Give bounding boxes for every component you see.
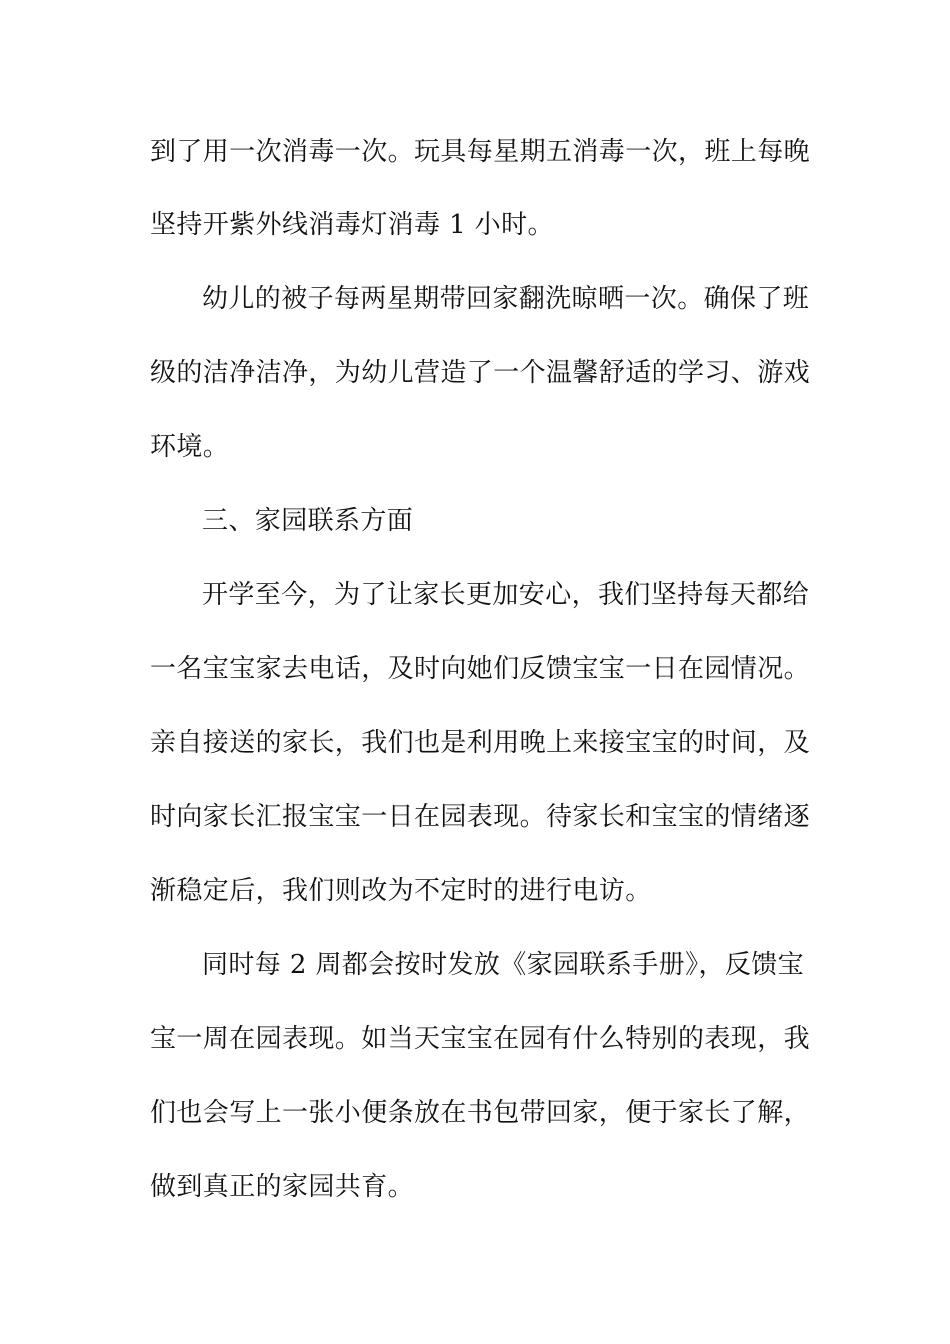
paragraph-start-line: 开学至今，为了让家长更加安心，我们坚持每天都给 bbox=[202, 580, 810, 610]
text-line: 渐稳定后，我们则改为不定时的进行电访。 bbox=[150, 876, 652, 906]
text-line: 环境。 bbox=[150, 432, 230, 462]
text-line: 坚持开紫外线消毒灯消毒 1 小时。 bbox=[150, 210, 554, 240]
text-line: 亲自接送的家长，我们也是利用晚上来接宝宝的时间，及 bbox=[150, 728, 811, 758]
text-line: 宝一周在园表现。如当天宝宝在园有什么特别的表现，我 bbox=[150, 1024, 811, 1054]
text-line: 级的洁净洁净，为幼儿营造了一个温馨舒适的学习、游戏 bbox=[150, 358, 811, 388]
text-line: 做到真正的家园共育。 bbox=[150, 1172, 415, 1202]
paragraph-start-line: 同时每 2 周都会按时发放《家园联系手册》，反馈宝 bbox=[202, 950, 805, 980]
text-line: 们也会写上一张小便条放在书包带回家，便于家长了解， bbox=[150, 1098, 811, 1128]
text-line: 到了用一次消毒一次。玩具每星期五消毒一次，班上每晚 bbox=[150, 137, 811, 167]
text-line: 时向家长汇报宝宝一日在园表现。待家长和宝宝的情绪逐 bbox=[150, 802, 811, 832]
text-line: 一名宝宝家去电话，及时向她们反馈宝宝一日在园情况。 bbox=[150, 654, 811, 684]
paragraph-start-line: 幼儿的被子每两星期带回家翻洗晾晒一次。确保了班 bbox=[202, 284, 810, 314]
section-heading: 三、家园联系方面 bbox=[202, 506, 414, 536]
